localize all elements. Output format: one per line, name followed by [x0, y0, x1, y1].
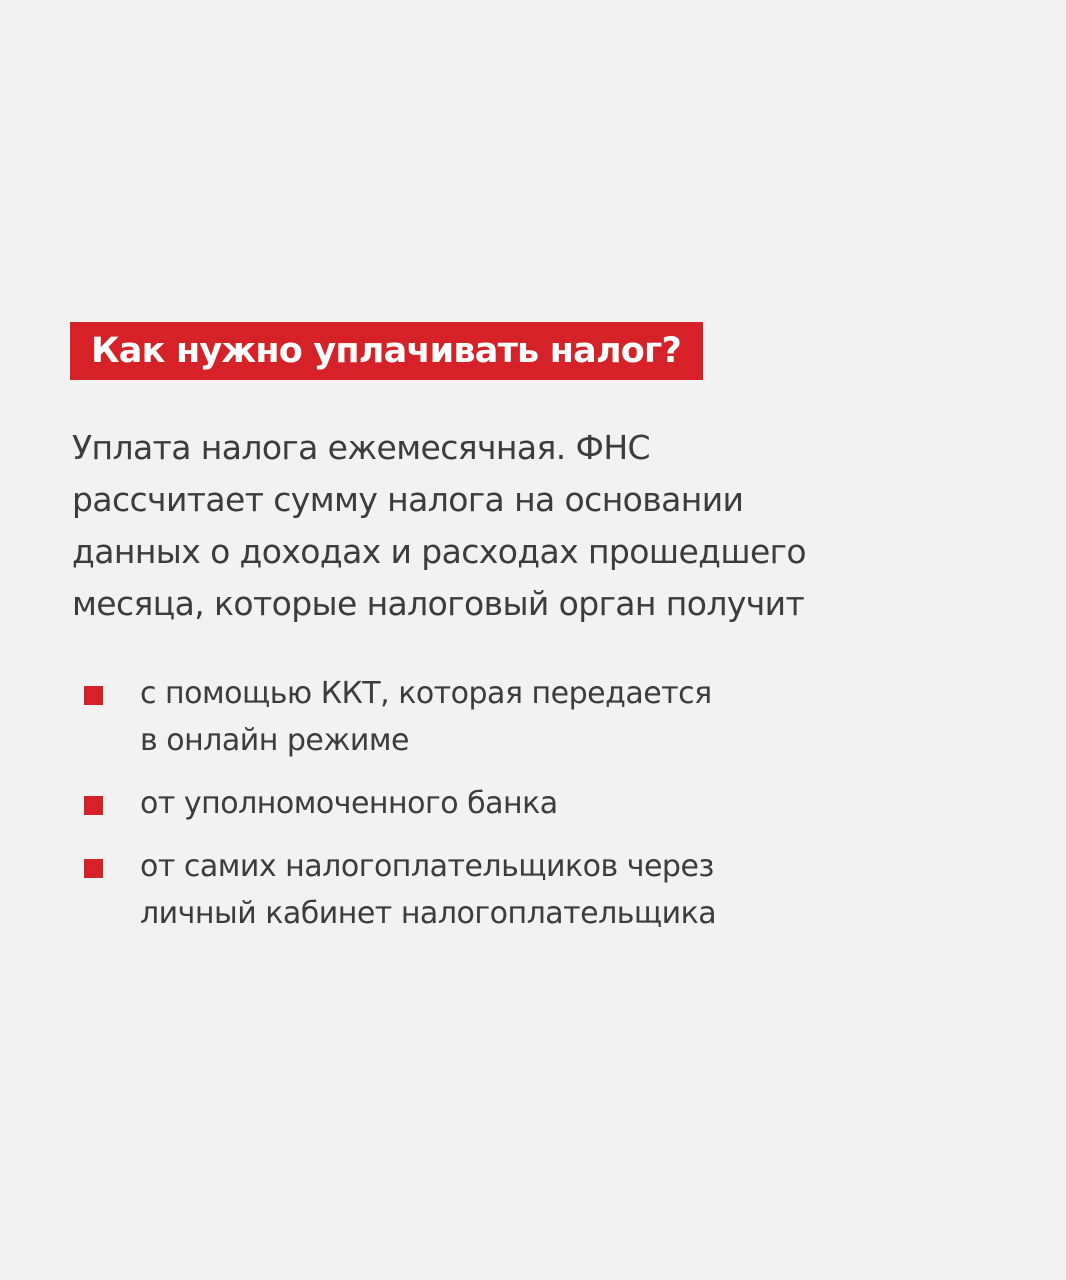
bullet-text-line: в онлайн режиме	[140, 723, 410, 758]
bullet-list	[84, 670, 884, 937]
page-title: Как нужно уплачивать налог?	[91, 330, 682, 371]
intro-line: рассчитает сумму налога на основании	[72, 480, 744, 519]
bullet-text-line: с помощью ККТ, которая передается	[140, 676, 712, 711]
intro-line: Уплата налога ежемесячная. ФНС	[72, 428, 650, 467]
red-square-bullet-icon	[84, 859, 103, 878]
list-item	[84, 670, 884, 764]
bullet-text-line: от уполномоченного банка	[140, 786, 558, 821]
list-item	[84, 780, 884, 827]
intro-line: месяца, которые налоговый орган получит	[72, 584, 805, 623]
heading-banner	[70, 322, 703, 380]
red-square-bullet-icon	[84, 796, 103, 815]
intro-paragraph	[72, 422, 972, 630]
bullet-text-line: личный кабинет налогоплательщика	[140, 896, 717, 931]
red-square-bullet-icon	[84, 686, 103, 705]
intro-line: данных о доходах и расходах прошедшего	[72, 532, 807, 571]
bullet-text-line: от самих налогоплательщиков через	[140, 849, 714, 884]
list-item	[84, 843, 884, 937]
